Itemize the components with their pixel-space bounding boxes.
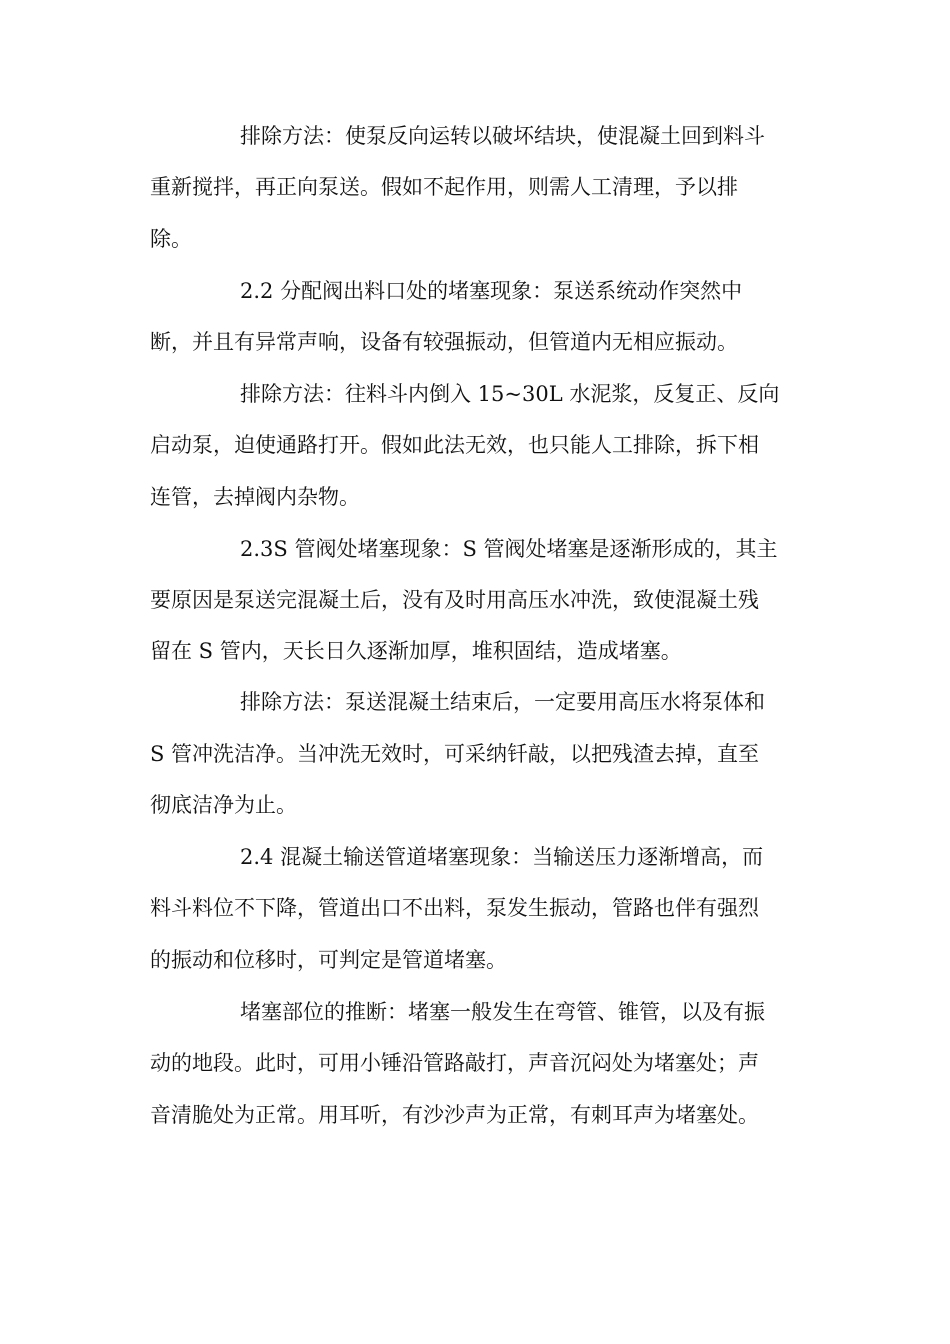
paragraph-6-line-3: 的振动和位移时，可判定是管道堵塞。 — [150, 948, 507, 972]
paragraph-1-line-3: 除。 — [150, 227, 192, 251]
paragraph-3-line-2: 启动泵，迫使通路打开。假如此法无效，也只能人工排除，拆下相 — [150, 433, 759, 457]
paragraph-6-line-1: 2.4 混凝土输送管道堵塞现象：当输送压力逐渐增高，而 — [240, 845, 764, 869]
paragraph-3-line-3: 连管，去掉阀内杂物。 — [150, 485, 360, 509]
paragraph-7-line-1: 堵塞部位的推断：堵塞一般发生在弯管、锥管，以及有振 — [240, 1000, 765, 1024]
paragraph-1-line-1: 排除方法：使泵反向运转以破坏结块，使混凝土回到料斗 — [240, 124, 765, 148]
paragraph-5-line-1: 排除方法：泵送混凝土结束后，一定要用高压水将泵体和 — [240, 690, 765, 714]
paragraph-5-line-2: S 管冲洗洁净。当冲洗无效时，可采纳钎敲，以把残渣去掉，直至 — [150, 742, 760, 766]
paragraph-1-line-2: 重新搅拌，再正向泵送。假如不起作用，则需人工清理，予以排 — [150, 175, 738, 199]
paragraph-4-line-2: 要原因是泵送完混凝土后，没有及时用高压水冲洗，致使混凝土残 — [150, 588, 759, 612]
paragraph-4-line-1: 2.3S 管阀处堵塞现象：S 管阀处堵塞是逐渐形成的，其主 — [240, 537, 778, 561]
paragraph-5-line-3: 彻底洁净为止。 — [150, 793, 297, 817]
paragraph-7-line-3: 音清脆处为正常。用耳听，有沙沙声为正常，有刺耳声为堵塞处。 — [150, 1103, 759, 1127]
paragraph-3-line-1: 排除方法：往料斗内倒入 15~30L 水泥浆，反复正、反向 — [240, 382, 780, 406]
paragraph-2-line-1: 2.2 分配阀出料口处的堵塞现象：泵送系统动作突然中 — [240, 279, 743, 303]
paragraph-4-line-3: 留在 S 管内，天长日久逐渐加厚，堆积固结，造成堵塞。 — [150, 639, 682, 663]
paragraph-2-line-2: 断，并且有异常声响，设备有较强振动，但管道内无相应振动。 — [150, 330, 738, 354]
paragraph-7-line-2: 动的地段。此时，可用小锤沿管路敲打，声音沉闷处为堵塞处；声 — [150, 1051, 759, 1075]
paragraph-6-line-2: 料斗料位不下降，管道出口不出料，泵发生振动，管路也伴有强烈 — [150, 896, 759, 920]
